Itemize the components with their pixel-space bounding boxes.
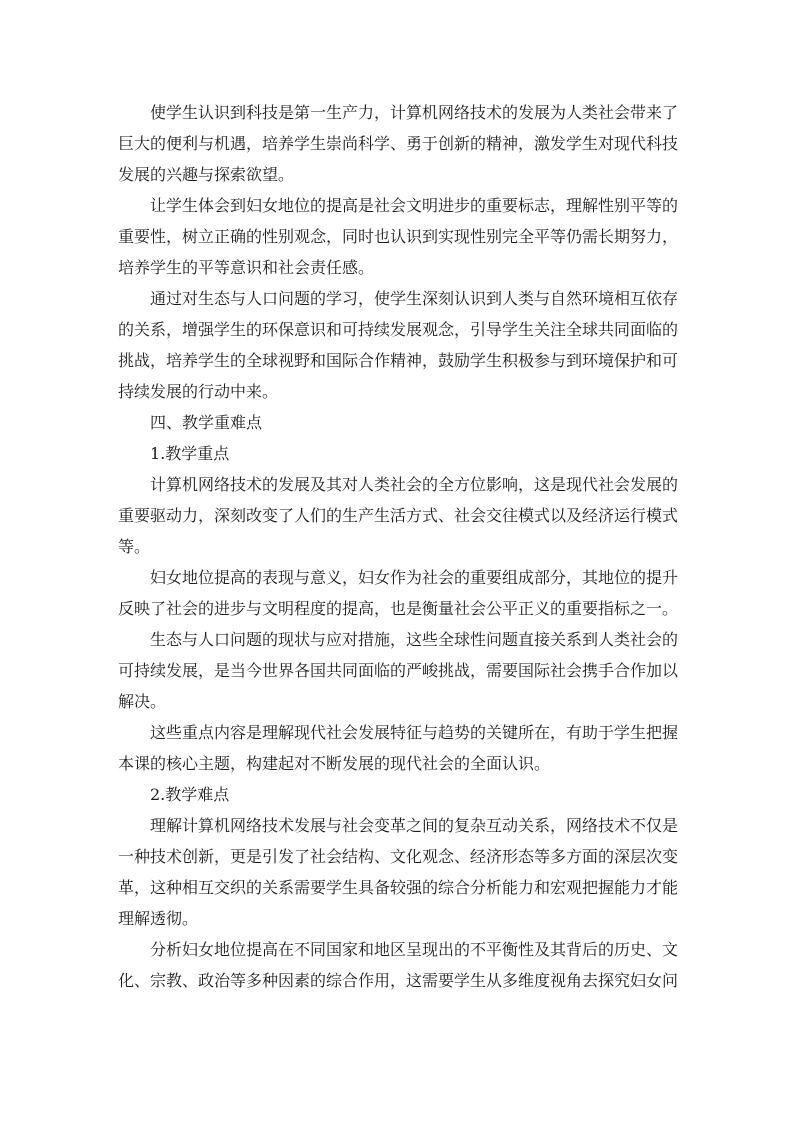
paragraph-difficulty-network-society: 理解计算机网络技术发展与社会变革之间的复杂互动关系，网络技术不仅是一种技术创新，更是引发了社会结构、文化观念、经济形态等多方面的深层次变革，这种相互交织的关系需要学生具备较强的综合分析能力和宏观把握能力才能理解透彻。 [118, 816, 679, 928]
paragraph-focus-summary: 这些重点内容是理解现代社会发展特征与趋势的关键所在，有助于学生把握本课的核心主题，构建起对不断发展的现代社会的全面认识。 [118, 723, 679, 773]
section-heading-key-difficult-points: 四、教学重难点 [150, 413, 263, 432]
subheading-teaching-focus: 1.教学重点 [150, 444, 230, 463]
paragraph-focus-women-status: 妇女地位提高的表现与意义，妇女作为社会的重要组成部分，其地位的提升反映了社会的进步与文明程度的提高，也是衡量社会公平正义的重要指标之一。 [118, 568, 679, 618]
paragraph-difficulty-women-imbalance: 分析妇女地位提高在不同国家和地区呈现出的不平衡性及其背后的历史、文化、宗教、政治等多种因素的综合作用，这需要学生从多维度视角去探究妇女问 [118, 940, 679, 990]
document-body [118, 97, 678, 996]
paragraph-focus-network-technology: 计算机网络技术的发展及其对人类社会的全方位影响，这是现代社会发展的重要驱动力，深刻改变了人们的生产生活方式、社会交往模式以及经济运行模式等。 [118, 475, 679, 556]
paragraph-science-awareness: 使学生认识到科技是第一生产力，计算机网络技术的发展为人类社会带来了巨大的便利与机遇，培养学生崇尚科学、勇于创新的精神，激发学生对现代科技发展的兴趣与探索欲望。 [118, 103, 679, 184]
subheading-teaching-difficulty: 2.教学难点 [150, 785, 230, 804]
paragraph-gender-equality: 让学生体会到妇女地位的提高是社会文明进步的重要标志，理解性别平等的重要性，树立正确的性别观念，同时也认识到实现性别完全平等仍需长期努力，培养学生的平等意识和社会责任感。 [118, 196, 679, 277]
paragraph-ecology-population: 通过对生态与人口问题的学习，使学生深刻认识到人类与自然环境相互依存的关系，增强学生的环保意识和可持续发展观念，引导学生关注全球共同面临的挑战，培养学生的全球视野和国际合作精神，鼓励学生积极参与到环境保护和可持续发展的行动中来。 [118, 289, 679, 401]
paragraph-focus-ecology: 生态与人口问题的现状与应对措施，这些全球性问题直接关系到人类社会的可持续发展，是当今世界各国共同面临的严峻挑战，需要国际社会携手合作加以解决。 [118, 630, 679, 711]
